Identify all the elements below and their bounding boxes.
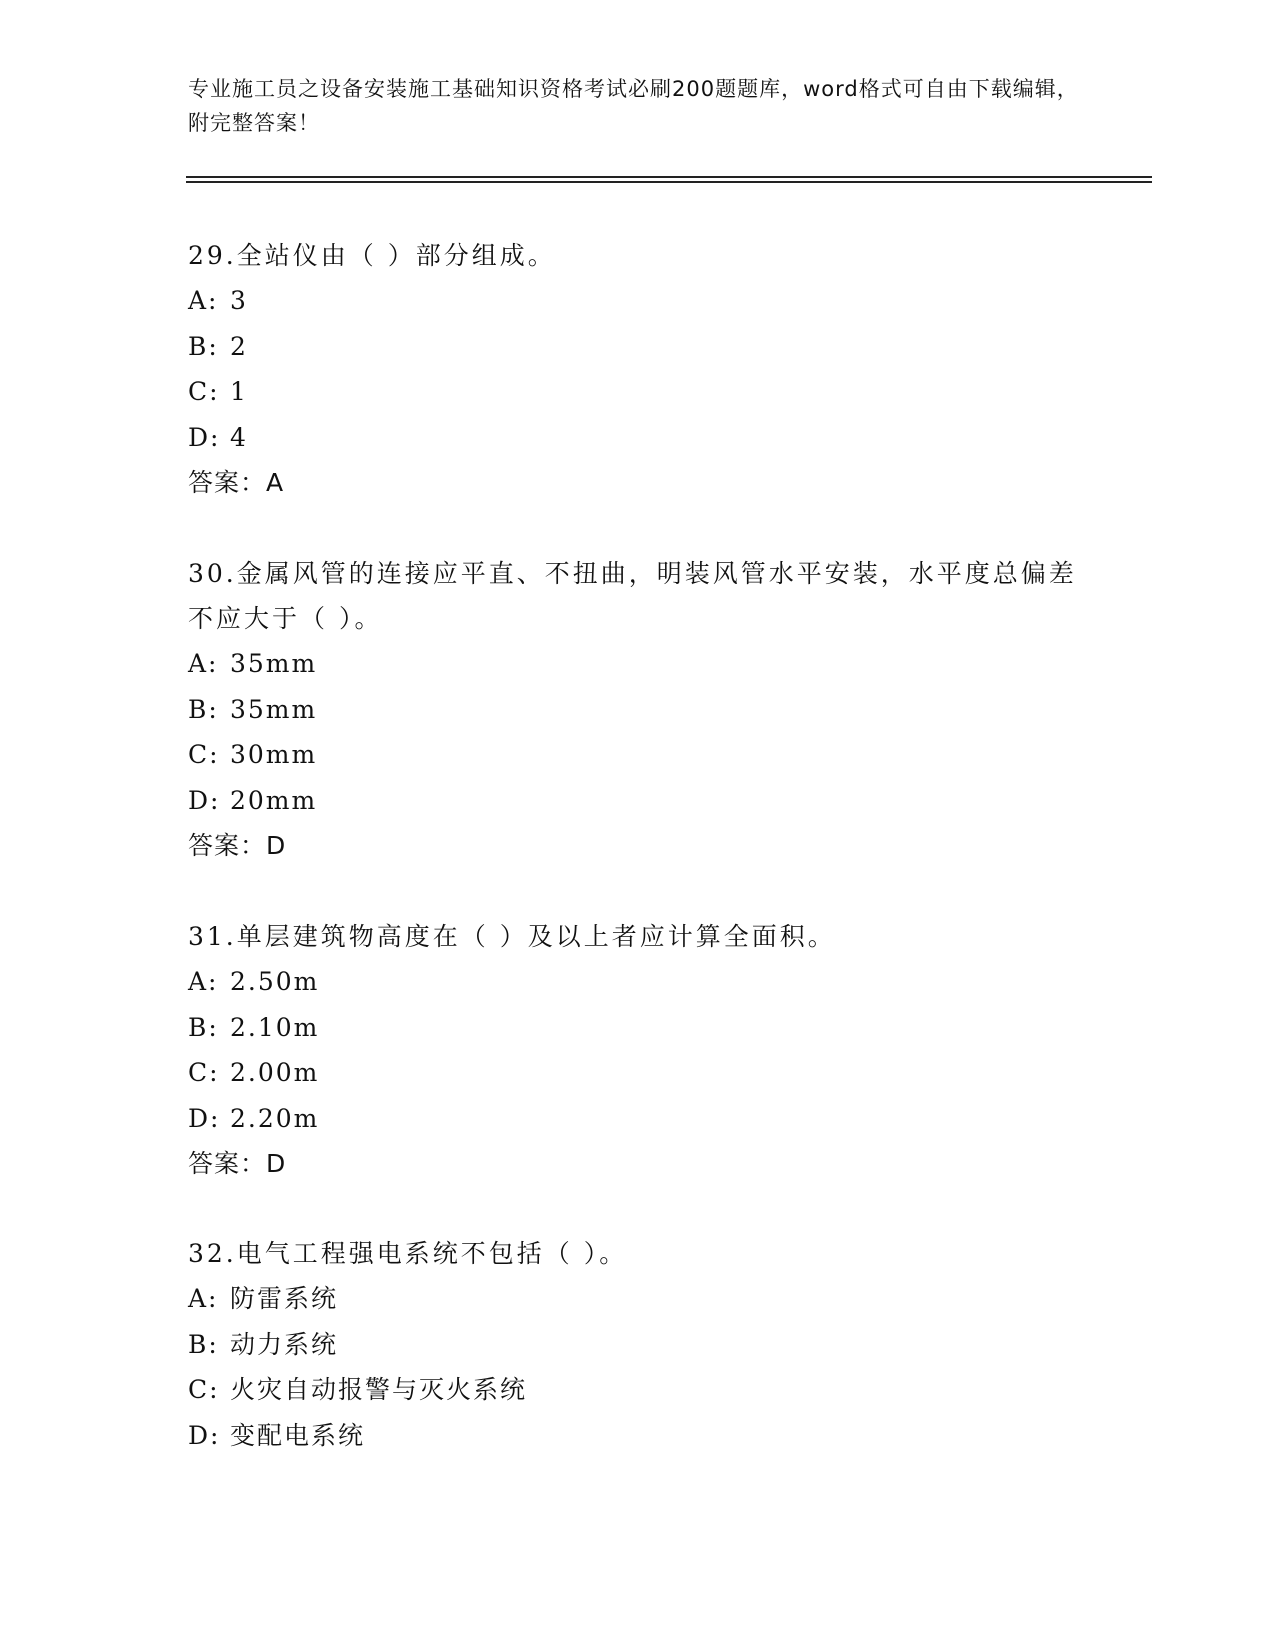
option-d bbox=[188, 1413, 1088, 1459]
option-text: 动力系统 bbox=[230, 1329, 339, 1359]
answer-line: 答案：D bbox=[188, 831, 287, 860]
option-label: D: bbox=[188, 785, 221, 815]
option-label: A: bbox=[188, 1284, 219, 1313]
option-label: A: bbox=[188, 286, 219, 315]
question-32 bbox=[188, 1231, 1088, 1458]
option-a bbox=[188, 278, 1088, 324]
question-stem: 30.金属风管的连接应平直、不扭曲，明装风管水平安装，水平度总偏差不应大于（ ）。 bbox=[188, 559, 1077, 633]
answer-line: 答案：D bbox=[188, 1149, 287, 1178]
option-text: 30mm bbox=[230, 740, 318, 769]
option-label: B: bbox=[188, 694, 219, 724]
option-label: D: bbox=[188, 1420, 221, 1450]
option-text: 3 bbox=[230, 286, 248, 315]
option-b bbox=[188, 1005, 1088, 1051]
option-text: 变配电系统 bbox=[230, 1420, 366, 1450]
option-label: C: bbox=[188, 740, 220, 769]
option-d bbox=[188, 1096, 1088, 1142]
option-text: 2.00m bbox=[230, 1058, 320, 1087]
option-text: 35mm bbox=[230, 694, 318, 724]
question-31 bbox=[188, 914, 1088, 1186]
option-label: B: bbox=[188, 1012, 219, 1042]
option-text: 2 bbox=[230, 331, 248, 361]
option-b bbox=[188, 1322, 1088, 1368]
option-text: 4 bbox=[230, 422, 248, 452]
option-c bbox=[188, 1050, 1088, 1096]
option-a bbox=[188, 1276, 1088, 1322]
option-c bbox=[188, 732, 1088, 778]
option-label: C: bbox=[188, 1375, 220, 1404]
option-label: B: bbox=[188, 1329, 219, 1359]
option-label: A: bbox=[188, 967, 219, 996]
option-text: 20mm bbox=[230, 785, 318, 815]
question-stem: 31.单层建筑物高度在（ ）及以上者应计算全面积。 bbox=[188, 922, 836, 951]
question-stem: 29.全站仪由（ ）部分组成。 bbox=[188, 241, 556, 270]
option-text: 2.50m bbox=[230, 967, 320, 996]
option-label: D: bbox=[188, 422, 221, 452]
option-text: 2.10m bbox=[230, 1012, 320, 1042]
header-divider-bottom bbox=[186, 181, 1152, 183]
option-a bbox=[188, 959, 1088, 1005]
option-a bbox=[188, 641, 1088, 687]
option-label: C: bbox=[188, 377, 220, 406]
option-label: B: bbox=[188, 331, 219, 361]
document-title: 专业施工员之设备安装施工基础知识资格考试必刷200题题库，word格式可自由下载编辑，附完整答案！ bbox=[188, 77, 1079, 135]
header-divider-top bbox=[186, 176, 1152, 178]
option-text: 35mm bbox=[230, 649, 318, 678]
option-label: C: bbox=[188, 1058, 220, 1087]
option-c bbox=[188, 1367, 1088, 1413]
question-stem: 32.电气工程强电系统不包括（ ）。 bbox=[188, 1239, 628, 1268]
option-label: A: bbox=[188, 649, 219, 678]
option-text: 1 bbox=[230, 377, 248, 406]
option-text: 火灾自动报警与灭火系统 bbox=[230, 1375, 528, 1404]
option-d bbox=[188, 778, 1088, 824]
option-b bbox=[188, 324, 1088, 370]
option-label: D: bbox=[188, 1103, 221, 1133]
option-b bbox=[188, 687, 1088, 733]
question-30 bbox=[188, 551, 1088, 868]
document-header bbox=[188, 72, 1088, 140]
option-text: 防雷系统 bbox=[230, 1284, 339, 1313]
option-d bbox=[188, 415, 1088, 461]
option-text: 2.20m bbox=[230, 1103, 320, 1133]
answer-line: 答案：A bbox=[188, 468, 285, 497]
option-c bbox=[188, 369, 1088, 415]
question-29 bbox=[188, 233, 1088, 505]
